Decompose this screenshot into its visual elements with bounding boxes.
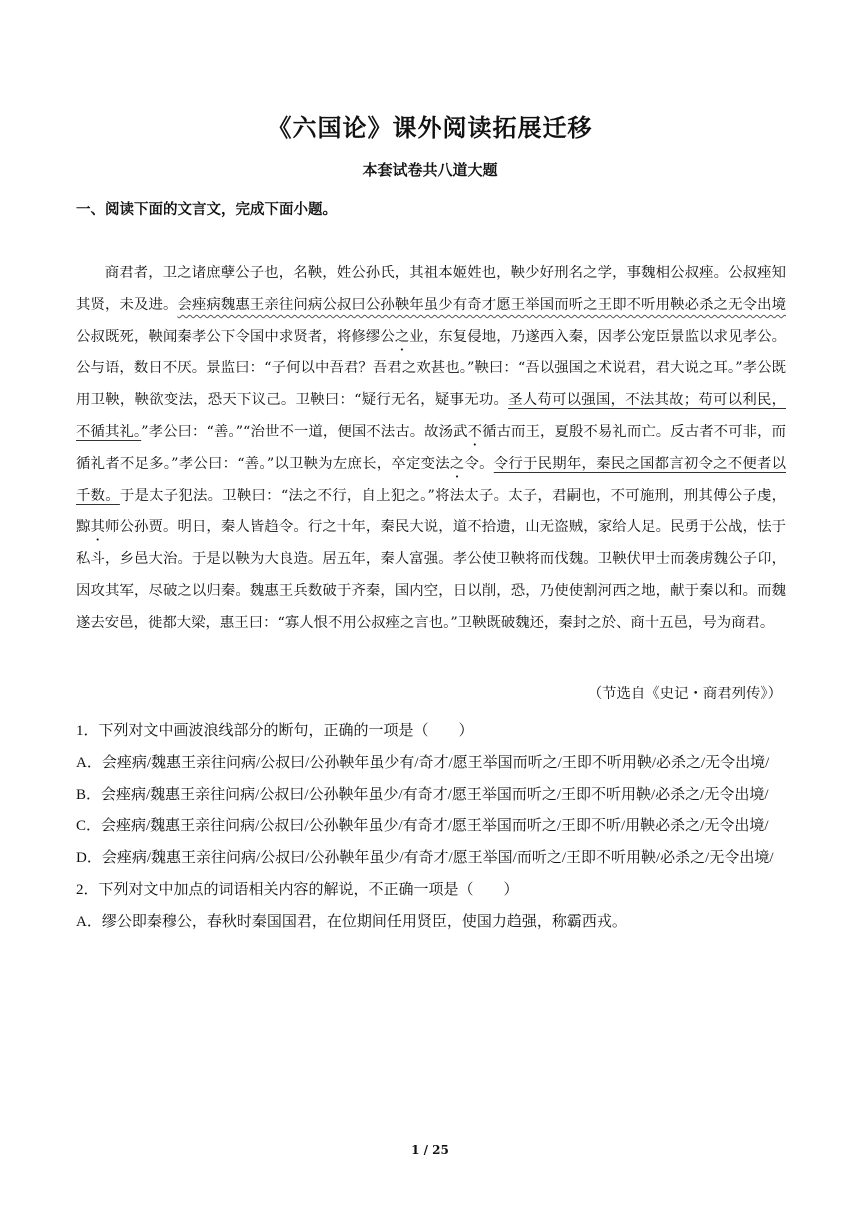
passage-text: 不循古而王，夏殷不易礼而亡。反古者不可非，而循礼者不足多。”孝公曰：“善。”以卫鞅为左庶长，卒定变: [76, 423, 786, 472]
question-1-option-a: A．会痤病/魏惠王亲往问病/公叔曰/公孙鞅年虽少有/奇才/愿王举国而听之/王即不听用鞅/必杀之/无令出境/: [76, 754, 770, 771]
dotted-word: 法: [435, 455, 450, 472]
passage-text: 之业，东复侵地，乃遂西入秦，因孝公宠臣景监以求见孝公。公与语，数日不厌。景监曰：“子何以中吾君？吾君之欢甚也。”鞅曰：“吾以强国之术说君，君大说之耳。”孝公既用卫鞅，鞅欲变法，恐天下议己。卫鞅曰：“疑行无名，疑事无功。: [76, 328, 786, 409]
passage-text: 之令。: [449, 455, 494, 472]
underlined-sentence: 圣人苟可以强国，不法其故；苟可以利民，不循其礼。: [76, 392, 786, 440]
question-2-stem: 2．下列对文中加点的词语相关内容的解说，不正确一项是（ ）: [76, 881, 519, 898]
passage-text: 商君者，卫之诸庶孽公子也，名鞅，姓公孙氏，其祖本姬姓也，鞅少好刑名之学，事魏相公叔痤。公叔痤知其贤，未及进。: [76, 265, 786, 313]
passage-text: 公叔既死，鞅闻秦孝公下令国中求贤者，将修缪: [76, 328, 381, 345]
wavy-underlined-text: 会痤病魏惠王亲往问病公叔曰公孙鞅年虽少有奇才愿王举国而听之王即不听用鞅必杀之无令出境: [177, 296, 786, 313]
question-1-option-c: C．会痤病/魏惠王亲往问病/公叔曰/公孙鞅年虽少/有奇才/愿王举国而听之/王即不听/用鞅必杀之/无令出境/: [76, 818, 769, 835]
questions: [76, 716, 788, 939]
question-2-option-a: A．缪公即秦穆公，春秋时秦国国君，在位期间任用贤臣，使国力趋强，称霸西戎。: [76, 913, 627, 930]
page-title: 《六国论》课外阅读拓展迁移: [267, 113, 593, 142]
question-1-option-d: D．会痤病/魏惠王亲往问病/公叔曰/公孙鞅年虽少/有奇才/愿王举国/而听之/王即不听用鞅/必杀之/无令出境/: [76, 850, 774, 867]
dotted-word: 公: [380, 328, 395, 345]
page-subtitle: 本套试卷共八道大题: [362, 161, 498, 179]
passage-source: （节选自《史记・商君列传》）: [587, 686, 782, 702]
classical-passage: [76, 258, 786, 640]
question-1-option-b: B．会痤病/魏惠王亲往问病/公叔曰/公孙鞅年虽少/有奇才/愿王举国而听之/王即不听用鞅/必杀之/无令出境/: [76, 786, 769, 803]
passage-paragraph: [76, 258, 786, 640]
passage-text: ”孝公曰：“善。”“治世不一道，便国不法古。故汤: [141, 423, 454, 440]
underlined-sentence: 令行于民期年，秦民之国都言初令之不便者以千数。: [76, 455, 786, 504]
question-1-stem: 1．下列对文中画波浪线部分的断句，正确的一项是（ ）: [76, 723, 474, 739]
section-heading: 一、阅读下面的文言文，完成下面小题。: [76, 202, 337, 218]
dotted-word: 武: [453, 423, 468, 440]
passage-text: 于是太子犯法。卫鞅曰：“法之不行，自上犯之。”将法太子。太子，君嗣也，不可施刑，刑其傅公子虔，: [119, 487, 786, 504]
dotted-word: 黥: [76, 519, 91, 536]
page-number: 1 / 25: [411, 1143, 449, 1157]
passage-text: 其师公孙贾。明日，秦人皆趋令。行之十年，秦民大说，道不拾遗，山无盗贼，家给人足。民勇于公战，怯于私斗，乡邑大治。于是以鞅为大良造。居五年，秦人富强。孝公使卫鞅将而伐魏。卫鞅伏甲士而袭虏魏公子卬，因攻其军，尽破之以归秦。魏惠王兵数破于齐秦，国内空，日以削，恐，乃使使割河西之地，献于秦以和。而魏遂去安邑，徙都大梁，惠王曰：“寡人恨不用公叔痤之言也。”卫鞅既破魏还，秦封之於、商十五邑，号为商君。: [76, 519, 786, 631]
